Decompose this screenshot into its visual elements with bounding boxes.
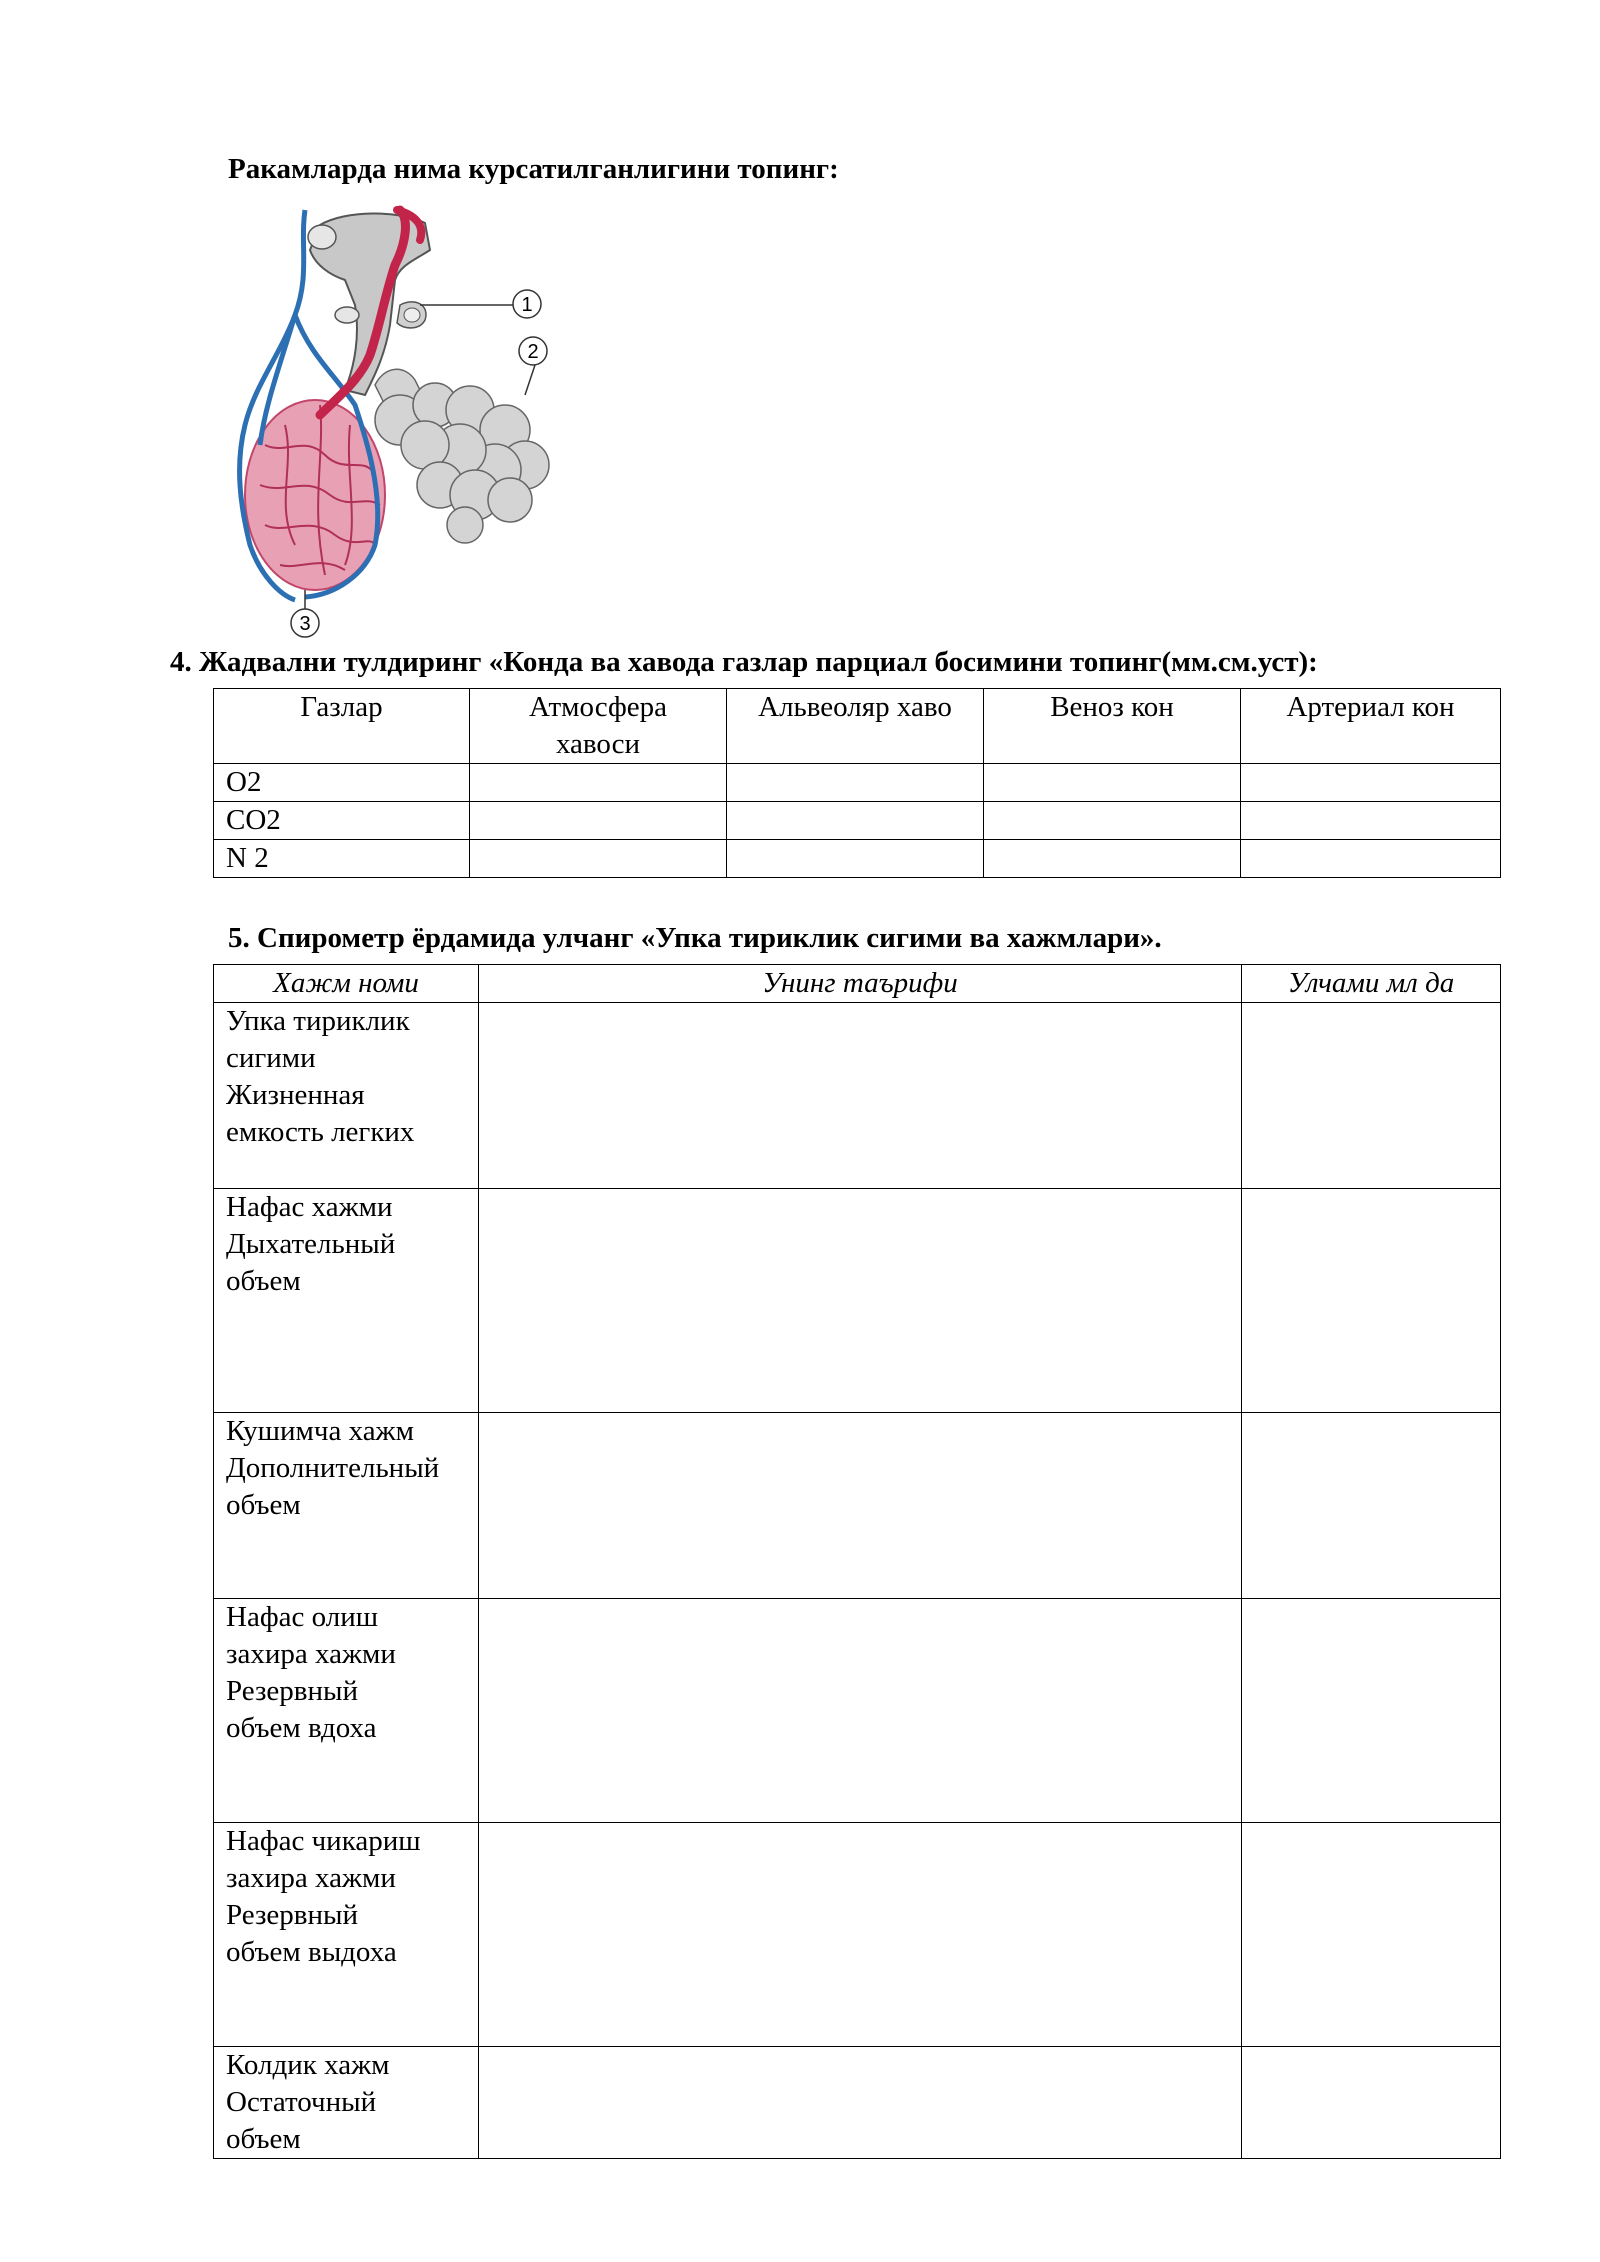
table-row [214,1413,1501,1599]
empty-cell[interactable] [470,840,727,878]
table-row [214,1823,1501,2047]
empty-cell[interactable] [984,764,1241,802]
table-header-row [214,689,1501,764]
column-header-gases: Газлар [214,689,470,764]
empty-cell[interactable] [479,1003,1242,1189]
volume-name-cell: Нафас олиш захира хажми Резервный объем вдоха [214,1599,479,1823]
empty-cell[interactable] [1242,1413,1501,1599]
volume-name-cell: Кушимча хажм Дополнительный объем [214,1413,479,1599]
figure-task-heading: Ракамларда нима курсатилганлигини топинг: [228,153,839,185]
empty-cell[interactable] [984,840,1241,878]
empty-cell[interactable] [1242,1003,1501,1189]
gas-table-heading: 4. Жадвални тулдиринг «Конда ва хавода газлар парциал босимини топинг(мм.см.уст): [170,646,1318,678]
column-header-measurement: Улчами мл да [1242,965,1501,1003]
empty-cell[interactable] [479,2047,1242,2159]
gas-name-cell: CO2 [214,802,470,840]
empty-cell[interactable] [1242,1823,1501,2047]
volume-name-cell: Нафас хажми Дыхательный объем [214,1189,479,1413]
volumes-table-heading: 5. Спирометр ёрдамида улчанг «Упка тириклик сигими ва хажмлари». [228,922,1162,954]
empty-cell[interactable] [1241,764,1501,802]
table-row [214,2047,1501,2159]
table-row [214,1599,1501,1823]
table-row [214,1003,1501,1189]
gas-name-cell: O2 [214,764,470,802]
empty-cell[interactable] [1242,1189,1501,1413]
table-row [214,840,1501,878]
table-header-row [214,965,1501,1003]
empty-cell[interactable] [479,1599,1242,1823]
callout-label-2: 2 [527,341,539,363]
alveoli-diagram-svg [225,205,625,645]
volume-name-cell: Нафас чикариш захира хажми Резервный объем выдоха [214,1823,479,2047]
column-header-atmosphere: Атмосфера хавоси [470,689,727,764]
partial-pressure-table [213,688,1501,878]
table-row [214,764,1501,802]
empty-cell[interactable] [479,1189,1242,1413]
empty-cell[interactable] [1242,2047,1501,2159]
empty-cell[interactable] [727,840,984,878]
empty-cell[interactable] [470,764,727,802]
gas-name-cell: N 2 [214,840,470,878]
column-header-arterial: Артериал кон [1241,689,1501,764]
column-header-volume-name: Хажм номи [214,965,479,1003]
empty-cell[interactable] [479,1823,1242,2047]
table-row [214,1189,1501,1413]
column-header-venous: Веноз кон [984,689,1241,764]
callout-label-1: 1 [521,294,533,316]
callout-label-3: 3 [299,613,311,635]
empty-cell[interactable] [727,802,984,840]
volume-name-cell: Упка тириклик сигими Жизненная емкость легких [214,1003,479,1189]
empty-cell[interactable] [727,764,984,802]
empty-cell[interactable] [984,802,1241,840]
empty-cell[interactable] [1242,1599,1501,1823]
alveoli-cluster [375,369,549,543]
column-header-definition: Унинг таърифи [479,965,1242,1003]
empty-cell[interactable] [1241,840,1501,878]
lung-volumes-table [213,964,1501,2159]
volume-name-cell: Колдик хажм Остаточный объем [214,2047,479,2159]
empty-cell[interactable] [1241,802,1501,840]
alveoli-illustration [225,205,625,645]
empty-cell[interactable] [479,1413,1242,1599]
table-row [214,802,1501,840]
column-header-alveolar: Альвеоляр хаво [727,689,984,764]
empty-cell[interactable] [470,802,727,840]
